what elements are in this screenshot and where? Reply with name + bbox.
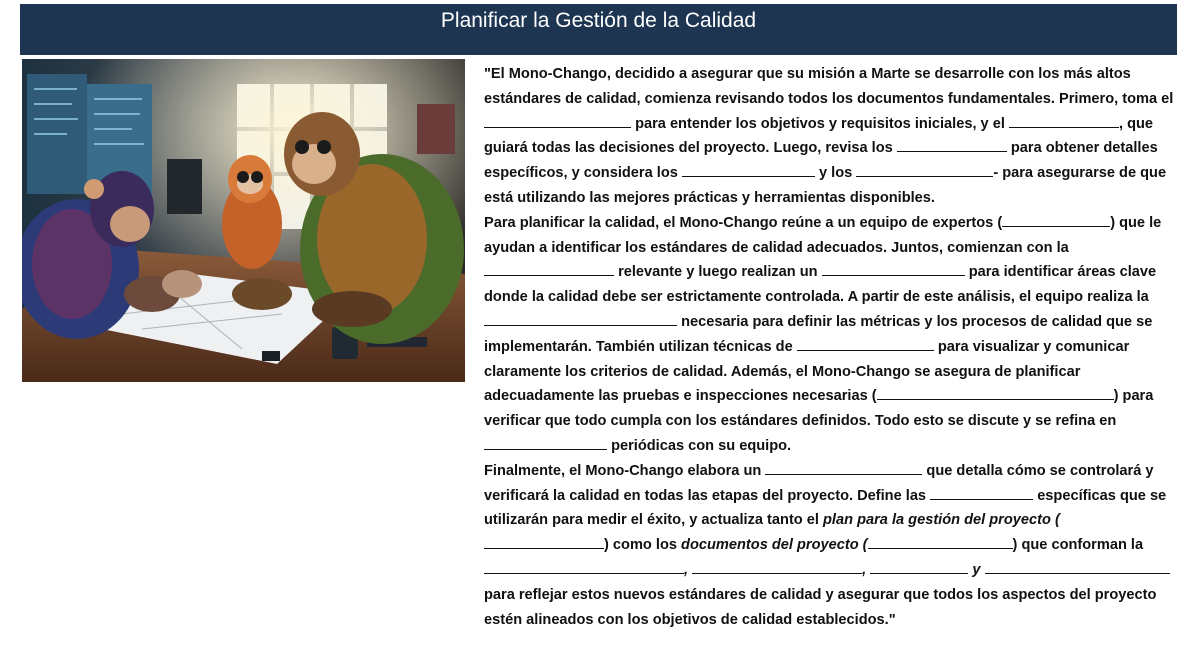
blank-17[interactable] xyxy=(484,559,684,574)
paragraph-3: Finalmente, el Mono-Chango elabora un que detalla cómo se controlará y verificará la calidad en todas las etapas del proyecto. Define las específicas que se utilizarán para medir el éxito, y actualiza tanto el plan para la gestión del proyecto () como los documentos del proyecto ( ) que conforman la , , y para reflejar estos nuevos estándares de calidad y asegurar que todos los aspectos del proyecto estén alineados con los objetivos de calidad establecidos." xyxy=(484,459,1174,633)
paragraph-2: Para planificar la calidad, el Mono-Chango reúne a un equipo de expertos ( ) que le ayudan a identificar los estándares de calidad adecuados. Juntos, comienzan con la relevante y luego realizan un para identificar áreas clave donde la calidad debe ser estrictamente controlada. A partir de este análisis, el equipo realiza la necesaria para definir las métricas y los procesos de calidad que se implementarán. También utilizan técnicas de para visualizar y comunicar claramente los criterios de calidad. Además, el Mono-Chango se asegura de planificar adecuadamente las pruebas e inspecciones necesarias ( ) para verificar que todo cumpla con los estándares definidos. Todo esto se discute y se refina en periódicas con su equipo. xyxy=(484,211,1174,459)
blank-4[interactable] xyxy=(682,162,815,177)
blank-3[interactable] xyxy=(897,137,1007,152)
blank-13[interactable] xyxy=(765,460,922,475)
blank-9[interactable] xyxy=(484,311,677,326)
blank-14[interactable] xyxy=(930,485,1033,500)
blank-8[interactable] xyxy=(822,261,965,276)
fill-in-exercise-text xyxy=(484,62,1174,632)
monkeys-planning-illustration xyxy=(22,59,465,382)
blank-11[interactable] xyxy=(877,385,1114,400)
blank-1[interactable] xyxy=(484,113,631,128)
blank-7[interactable] xyxy=(484,261,614,276)
blank-10[interactable] xyxy=(797,336,934,351)
blank-12[interactable] xyxy=(484,435,607,450)
blank-16[interactable] xyxy=(868,534,1013,549)
blank-19[interactable] xyxy=(870,559,968,574)
blank-2[interactable] xyxy=(1009,113,1119,128)
paragraph-1: "El Mono-Chango, decidido a asegurar que su misión a Marte se desarrolle con los más altos estándares de calidad, comienza revisando todos los documentos fundamentales. Primero, toma el para entender los objetivos y requisitos iniciales, y el , que guiará todas las decisiones del proyecto. Luego, revisa los para obtener detalles específicos, y considera los y los - para asegurarse de que está utilizando las mejores prácticas y herramientas disponibles. xyxy=(484,66,1174,206)
blank-20[interactable] xyxy=(985,559,1170,574)
blank-15[interactable] xyxy=(484,534,604,549)
blank-5[interactable] xyxy=(856,162,993,177)
blank-6[interactable] xyxy=(1002,212,1110,227)
blank-18[interactable] xyxy=(692,559,862,574)
page-title: Planificar la Gestión de la Calidad xyxy=(20,4,1177,55)
